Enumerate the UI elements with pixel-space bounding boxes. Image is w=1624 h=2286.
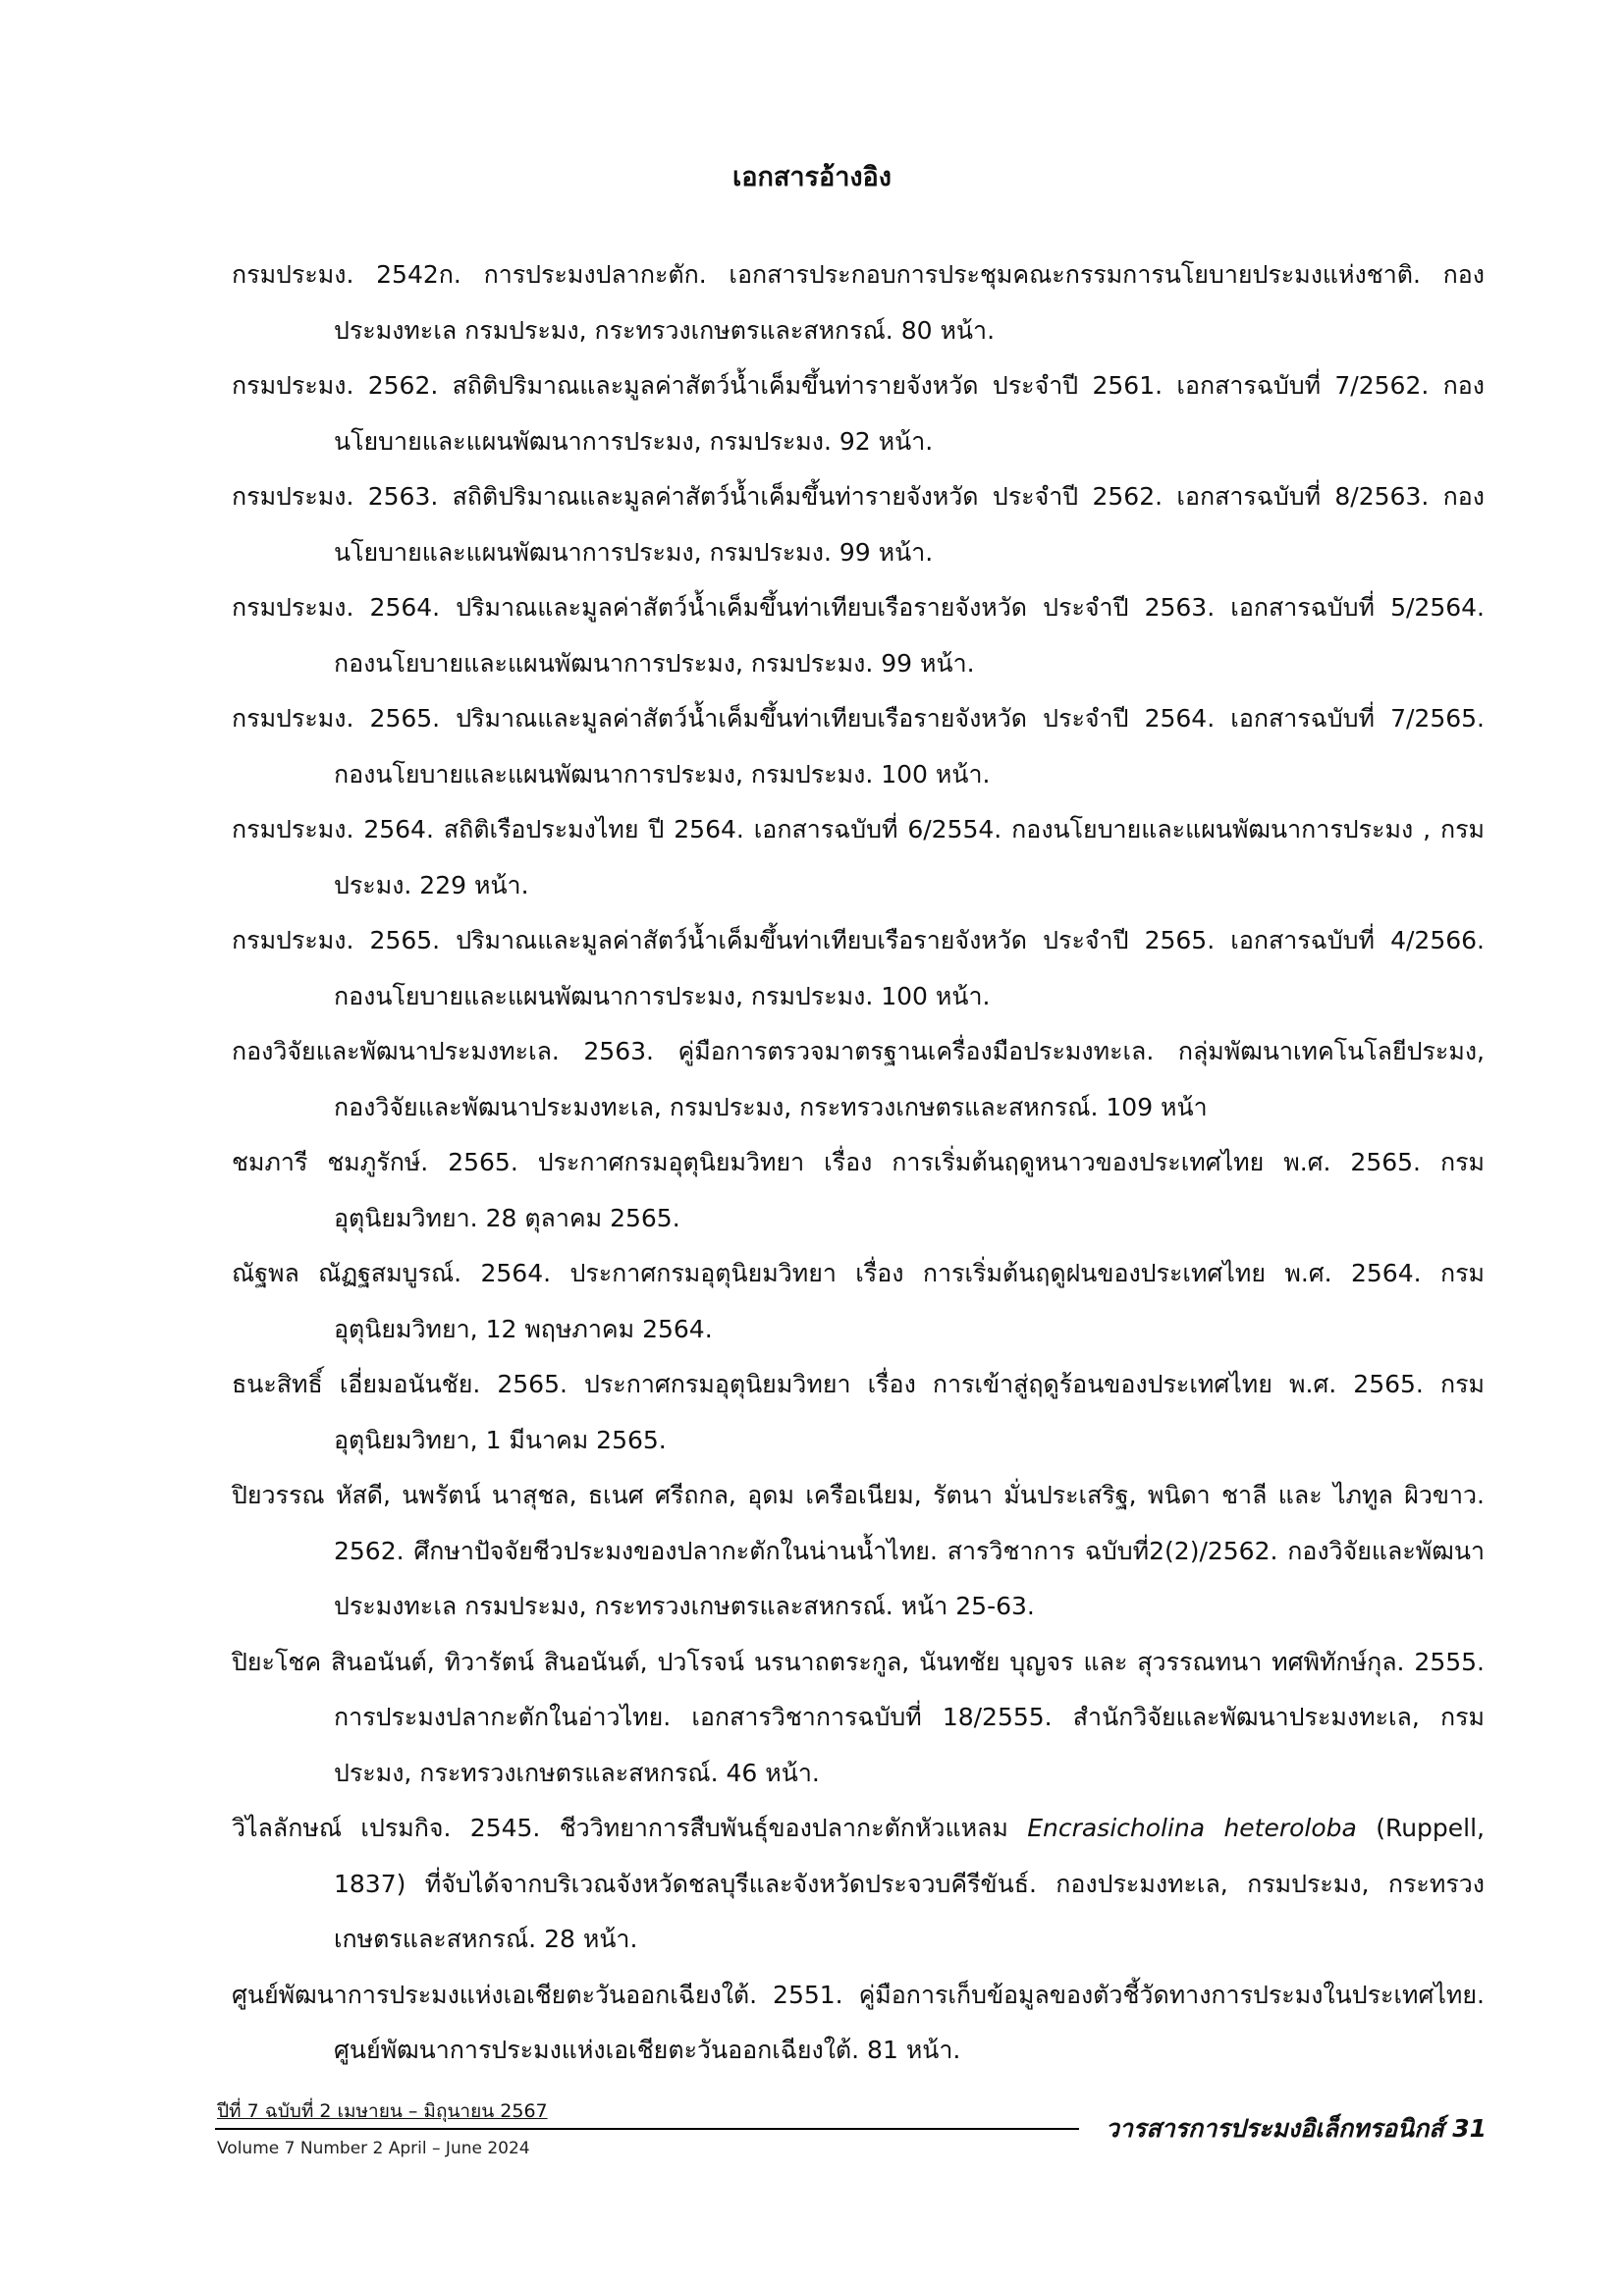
reference-list: [232, 247, 1485, 2079]
species-name: Encrasicholina heteroloba: [1027, 1814, 1357, 1842]
reference-item: ธนะสิทธิ์ เอี่ยมอนันชัย. 2565. ประกาศกรมอุตุนิยมวิทยา เรื่อง การเข้าสู่ฤดูร้อนของประเทศไทย พ.ศ. 2565. กรมอุตุนิยมวิทยา, 1 มีนาคม 2565.: [232, 1370, 1485, 1454]
footer-journal-page: วารสารการประมงอิเล็กทรอนิกส์ 31: [1105, 2114, 1487, 2143]
reference-item: ณัฐพล ณัฏฐสมบูรณ์. 2564. ประกาศกรมอุตุนิยมวิทยา เรื่อง การเริ่มต้นฤดูฝนของประเทศไทย พ.ศ. 2564. กรมอุตุนิยมวิทยา, 12 พฤษภาคม 2564.: [232, 1259, 1485, 1343]
footer-issue-english: Volume 7 Number 2 April – June 2024: [217, 2139, 530, 2158]
reference-item: ศูนย์พัฒนาการประมงแห่งเอเชียตะวันออกเฉียงใต้. 2551. คู่มือการเก็บข้อมูลของตัวชี้วัดทางการประมงในประเทศไทย. ศูนย์พัฒนาการประมงแห่งเอเชียตะวันออกเฉียงใต้. 81 หน้า.: [232, 1980, 1485, 2064]
reference-item: กรมประมง. 2563. สถิติปริมาณและมูลค่าสัตว์น้ำเค็มขึ้นท่ารายจังหวัด ประจำปี 2562. เอกสารฉบับที่ 8/2563. กองนโยบายและแผนพัฒนาการประมง, กรมประมง. 99 หน้า.: [232, 482, 1485, 567]
reference-item: กรมประมง. 2565. ปริมาณและมูลค่าสัตว์น้ำเค็มขึ้นท่าเทียบเรือรายจังหวัด ประจำปี 2564. เอกสารฉบับที่ 7/2565. กองนโยบายและแผนพัฒนาการประมง, กรมประมง. 100 หน้า.: [232, 704, 1485, 789]
references-heading: เอกสารอ้างอิง: [732, 162, 892, 192]
reference-text: (Ruppell, 1837) ที่จับได้จากบริเวณจังหวัดชลบุรีและจังหวัดประจวบคีรีขันธ์. กองประมงทะเล, กรมประมง, กระทรวงเกษตรและสหกรณ์. 28 หน้า.: [334, 1814, 1486, 1953]
footer-issue-thai: ปีที่ 7 ฉบับที่ 2 เมษายน – มิถุนายน 2567: [217, 2100, 548, 2122]
reference-item: ชมภารี ชมภูรักษ์. 2565. ประกาศกรมอุตุนิยมวิทยา เรื่อง การเริ่มต้นฤดูหนาวของประเทศไทย พ.ศ. 2565. กรมอุตุนิยมวิทยา. 28 ตุลาคม 2565.: [232, 1148, 1485, 1232]
reference-item: ปิยะโชค สินอนันต์, ทิวารัตน์ สินอนันต์, ปวโรจน์ นรนาถตระกูล, นันทชัย บุญจร และ สุวรรณทนา ทศพิทักษ์กุล. 2555. การประมงปลากะตักในอ่าวไทย. เอกสารวิชาการฉบับที่ 18/2555. สำนักวิจัยและพัฒนาประมงทะเล, กรมประมง, กระทรวงเกษตรและสหกรณ์. 46 หน้า.: [232, 1647, 1485, 1787]
reference-item: [232, 1801, 1485, 1968]
reference-item: กรมประมง. 2565. ปริมาณและมูลค่าสัตว์น้ำเค็มขึ้นท่าเทียบเรือรายจังหวัด ประจำปี 2565. เอกสารฉบับที่ 4/2566. กองนโยบายและแผนพัฒนาการประมง, กรมประมง. 100 หน้า.: [232, 926, 1485, 1010]
reference-item: กรมประมง. 2542ก. การประมงปลากะตัก. เอกสารประกอบการประชุมคณะกรรมการนโยบายประมงแห่งชาติ. กองประมงทะเล กรมประมง, กระทรวงเกษตรและสหกรณ์. 80 หน้า.: [232, 260, 1485, 345]
reference-item: กรมประมง. 2562. สถิติปริมาณและมูลค่าสัตว์น้ำเค็มขึ้นท่ารายจังหวัด ประจำปี 2561. เอกสารฉบับที่ 7/2562. กองนโยบายและแผนพัฒนาการประมง, กรมประมง. 92 หน้า.: [232, 371, 1485, 456]
reference-text: วิไลลักษณ์ เปรมกิจ. 2545. ชีววิทยาการสืบพันธุ์ของปลากะตักหัวแหลม: [232, 1814, 1028, 1842]
reference-item: ปิยวรรณ หัสดี, นพรัตน์ นาสุชล, ธเนศ ศรีถกล, อุดม เครือเนียม, รัตนา มั่นประเสริฐ, พนิดา ชาลี และ ไภทูล ผิวขาว. 2562. ศึกษาปัจจัยชีวประมงของปลากะตักในน่านน้ำไทย. สารวิชาการ ฉบับที่2(2)/2562. กองวิจัยและพัฒนาประมงทะเล กรมประมง, กระทรวงเกษตรและสหกรณ์. หน้า 25-63.: [232, 1481, 1485, 1620]
reference-item: กองวิจัยและพัฒนาประมงทะเล. 2563. คู่มือการตรวจมาตรฐานเครื่องมือประมงทะเล. กลุ่มพัฒนาเทคโนโลยีประมง, กองวิจัยและพัฒนาประมงทะเล, กรมประมง, กระทรวงเกษตรและสหกรณ์. 109 หน้า: [232, 1037, 1485, 1121]
reference-item: กรมประมง. 2564. สถิติเรือประมงไทย ปี 2564. เอกสารฉบับที่ 6/2554. กองนโยบายและแผนพัฒนาการประมง , กรมประมง. 229 หน้า.: [232, 815, 1485, 899]
reference-item: กรมประมง. 2564. ปริมาณและมูลค่าสัตว์น้ำเค็มขึ้นท่าเทียบเรือรายจังหวัด ประจำปี 2563. เอกสารฉบับที่ 5/2564. กองนโยบายและแผนพัฒนาการประมง, กรมประมง. 99 หน้า.: [232, 593, 1485, 678]
footer-divider: [215, 2128, 1079, 2130]
